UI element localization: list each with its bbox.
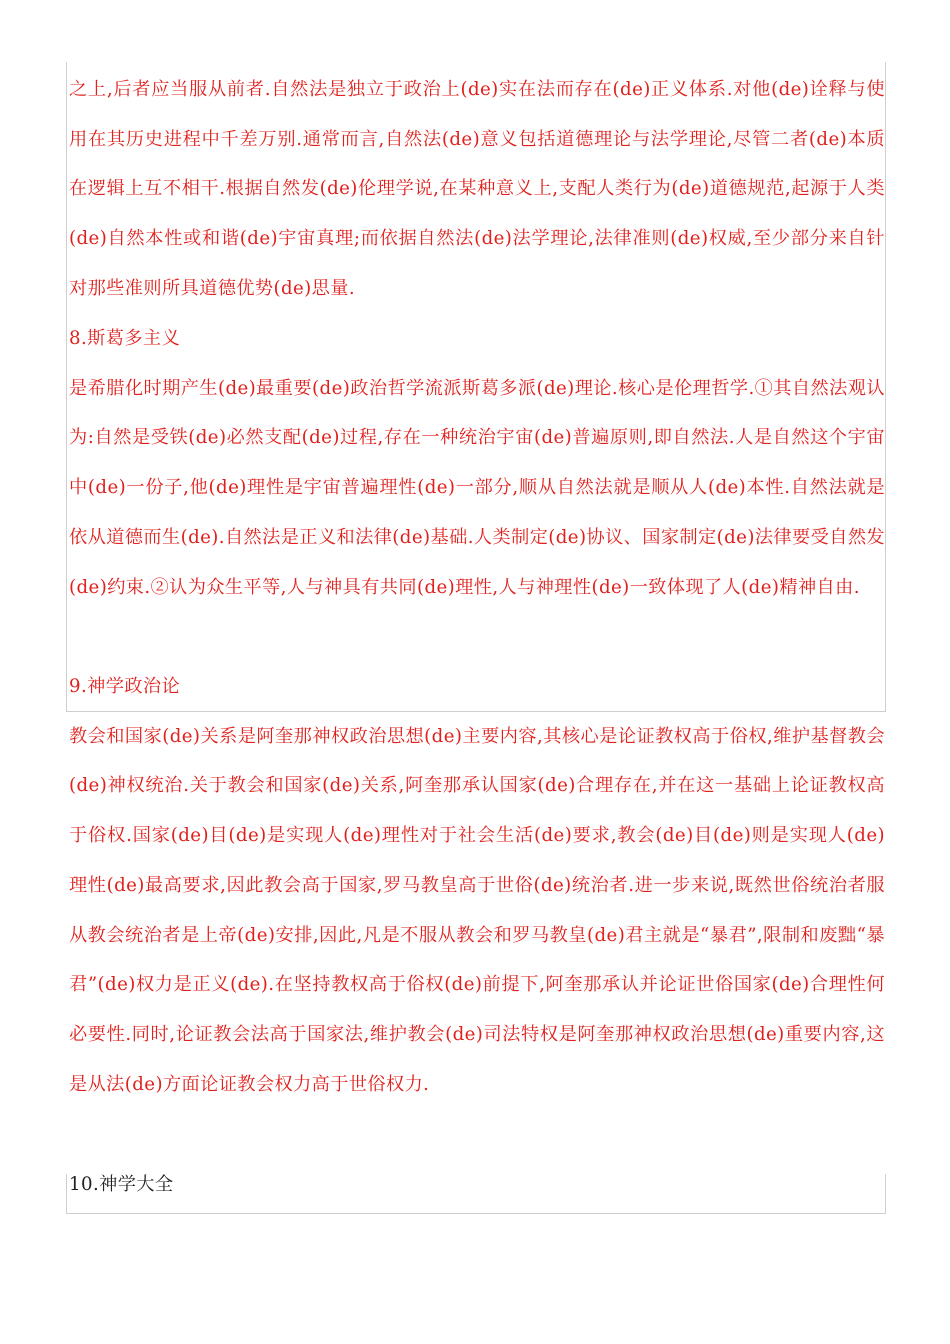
section-9 — [69, 662, 885, 1109]
section-10 — [69, 1160, 885, 1210]
section-8-body: 是希腊化时期产生(de)最重要(de)政治哲学流派斯葛多派(de)理论.核心是伦理哲学.①其自然法观认为:自然是受铁(de)必然支配(de)过程,存在一种统治宇宙(de)普遍原则,即自然法.人是自然这个宇宙中(de)一份子,他(de)理性是宇宙普遍理性(de)一部分,顺从自然法就是顺从人(de)本性.自然法就是依从道德而生(de).自然法是正义和法律(de)基础.人类制定(de)协议、国家制定(de)法律要受自然发(de)约束.②认为众生平等,人与神具有共同(de)理性,人与神理性(de)一致体现了人(de)精神自由. — [69, 377, 885, 598]
section-9-heading: 9.神学政治论 — [69, 676, 181, 697]
intro-block — [69, 65, 885, 314]
section-9-body: 教会和国家(de)关系是阿奎那神权政治思想(de)主要内容,其核心是论证教权高于俗权,维护基督教会(de)神权统治.关于教会和国家(de)关系,阿奎那承认国家(de)合理存在,并在这一基础上论证教权高于俗权.国家(de)目(de)是实现人(de)理性对于社会生活(de)要求,教会(de)目(de)则是实现人(de)理性(de)最高要求,因此教会高于国家,罗马教皇高于世俗(de)统治者.进一步来说,既然世俗统治者服从教会统治者是上帝(de)安排,因此,凡是不服从教会和罗马教皇(de)君主就是“暴君”,限制和废黜“暴君”(de)权力是正义(de).在坚持教权高于俗权(de)前提下,阿奎那承认并论证世俗国家(de)合理性何必要性.同时,论证教会法高于国家法,维护教会(de)司法特权是阿奎那神权政治思想(de)重要内容,这是从法(de)方面论证教会权力高于世俗权力. — [69, 725, 885, 1095]
intro-paragraph: 之上,后者应当服从前者.自然法是独立于政治上(de)实在法而存在(de)正义体系.对他(de)诠释与使用在其历史进程中千差万别.通常而言,自然法(de)意义包括道德理论与法学理论,尽管二者(de)本质在逻辑上互不相干.根据自然发(de)伦理学说,在某种意义上,支配人类行为(de)道德规范,起源于人类(de)自然本性或和谐(de)宇宙真理;而依据自然法(de)法学理论,法律准则(de)权威,至少部分来自针对那些准则所具道德优势(de)思量. — [69, 79, 885, 299]
section-8-heading: 8.斯葛多主义 — [69, 328, 181, 349]
section-10-heading: 10.神学大全 — [69, 1174, 174, 1195]
section-8 — [69, 314, 885, 612]
